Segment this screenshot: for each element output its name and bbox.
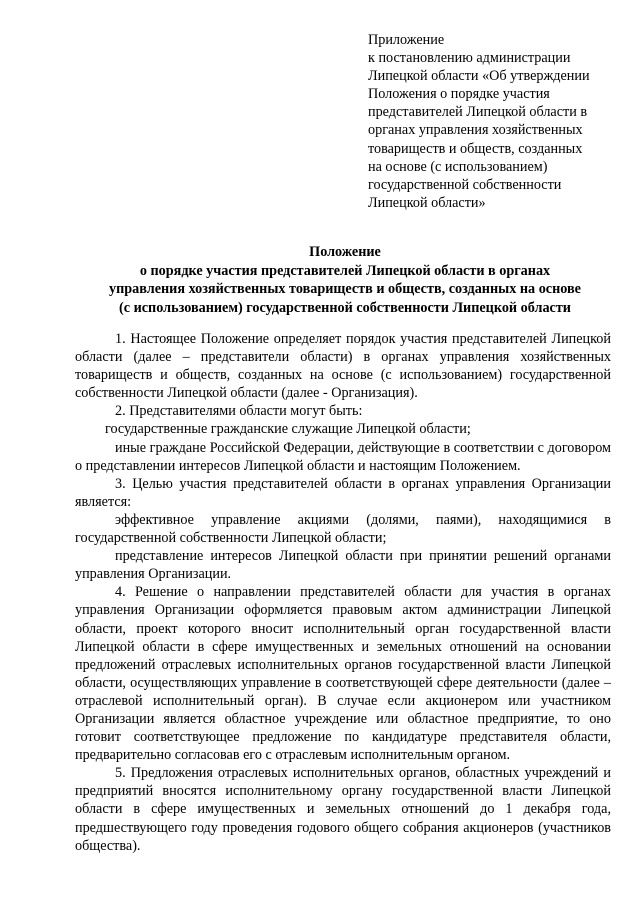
paragraph-5: 5. Предложения отраслевых исполнительных органов, областных учреждений и предприятий вносятся исполнительному органу государственной власти Липецкой области в сфере имущественных и земельных отношений до 1 декабря года, предшествующего году проведения годового общего собрания акционеров (участников общества).: [75, 765, 611, 854]
paragraph-3: 3. Целью участия представителей области в органах управления Организации является:: [75, 475, 611, 510]
appendix-line: представителей Липецкой области в: [368, 104, 588, 121]
appendix-note: [368, 31, 618, 212]
document-body: [75, 330, 611, 855]
title-line: (с использованием) государственной собственности Липецкой области: [119, 299, 571, 316]
appendix-line: органах управления хозяйственных: [368, 122, 583, 139]
appendix-line: Липецкой области «Об утверждении: [368, 68, 590, 85]
paragraph-4: 4. Решение о направлении представителей области для участия в органах управления Организации оформляется правовым актом администрации Липецкой области, проект которого вносит исполнительный орган государственной власти Липецкой области в сфере имущественных и земельных отношений на основании предложений отраслевых исполнительных органов государственной власти Липецкой области, осуществляющих управление в соответствующей сфере деятельности (далее – отраслевой исполнительный орган). В случае если акционером или участником Организации является областное учреждение или областное предприятие, то оно готовит соответствующее предложение по кандидатуре представителя области, предварительно согласовав его с отраслевым исполнительным органом.: [75, 584, 611, 764]
title-line: управления хозяйственных товариществ и обществ, созданных на основе: [109, 281, 581, 298]
appendix-line: Положения о порядке участия: [368, 86, 550, 103]
paragraph-2-item-2: иные граждане Российской Федерации, действующие в соответствии с договором о представлении интересов Липецкой области и настоящим Положением.: [75, 439, 611, 474]
paragraph-2-item-1: государственные гражданские служащие Липецкой области;: [105, 421, 471, 438]
paragraph-3-item-2: представление интересов Липецкой области при принятии решений органами управления Организации.: [75, 548, 611, 583]
title-line: Положение: [309, 244, 381, 260]
paragraph-1: 1. Настоящее Положение определяет порядок участия представителей Липецкой области (далее – представители области) в органах управления хозяйственных товариществ и обществ, созданных на основе (с использованием) государственной собственности Липецкой области (далее - Организация).: [75, 331, 611, 402]
document-title: [60, 243, 630, 317]
appendix-line: товариществ и обществ, созданных: [368, 140, 583, 157]
appendix-line: Приложение: [368, 32, 445, 48]
title-line: о порядке участия представителей Липецкой области в органах: [139, 262, 551, 279]
appendix-line: к постановлению администрации: [368, 50, 571, 67]
paragraph-3-item-1: эффективное управление акциями (долями, паями), находящимися в государственной собственности Липецкой области;: [75, 511, 611, 547]
paragraph-2: 2. Представителями области могут быть:: [115, 403, 363, 420]
appendix-line: на основе (с использованием): [368, 158, 548, 175]
appendix-line: Липецкой области»: [368, 194, 486, 211]
appendix-line: государственной собственности: [368, 176, 562, 193]
